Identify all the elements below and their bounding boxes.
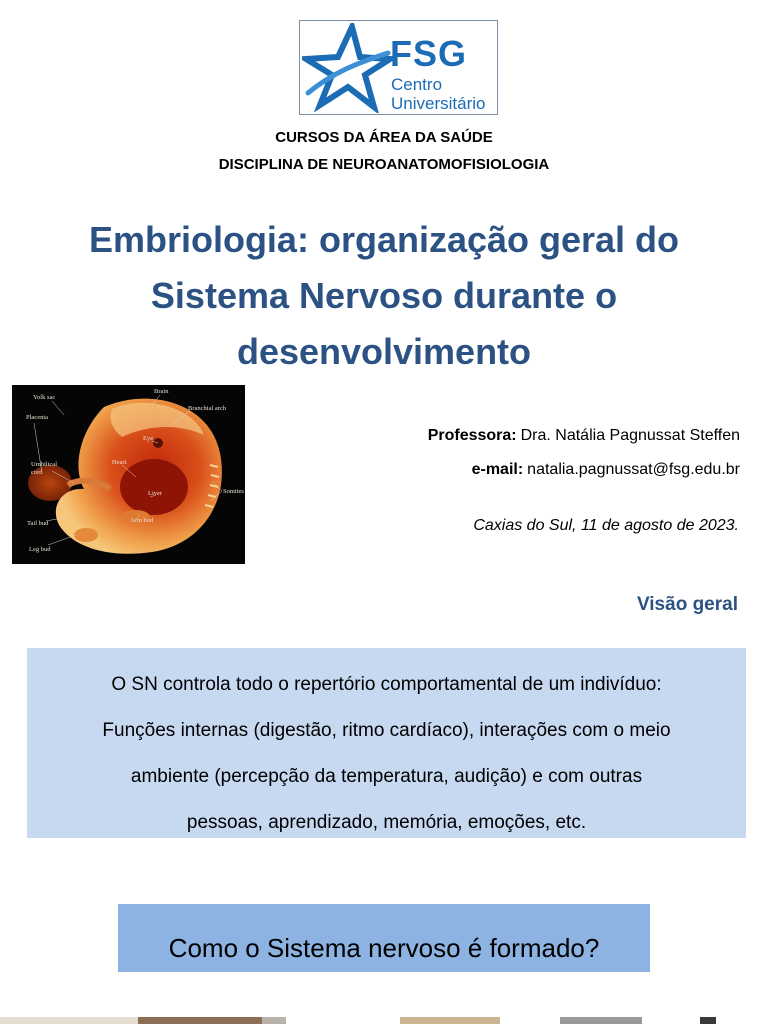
label-leg-bud: Leg bud <box>29 546 51 553</box>
logo-brand-text: FSG <box>390 33 468 74</box>
email-line <box>472 461 740 479</box>
strip-segment <box>0 1017 138 1024</box>
label-liver: Liver <box>148 490 163 497</box>
label-placenta: Placenta <box>26 414 49 421</box>
question-text: Como o Sistema nervoso é formado? <box>168 933 600 963</box>
email-address: natalia.pagnussat@fsg.edu.br <box>527 461 740 478</box>
fsg-logo <box>299 20 498 115</box>
label-heart: Heart <box>112 459 127 466</box>
strip-segment <box>400 1017 500 1024</box>
label-eye: Eye <box>143 435 154 442</box>
label-tail-bud: Tail bud <box>27 520 49 527</box>
title-line-1: Embriologia: organização geral do <box>88 219 680 260</box>
date-line: Caxias do Sul, 11 de agosto de 2023. <box>473 517 739 534</box>
professor-name: Dra. Natália Pagnussat Steffen <box>520 427 740 444</box>
label-cord: cord <box>31 469 43 476</box>
label-arm-bud: Arm bud <box>130 517 154 524</box>
email-label: e-mail: <box>471 461 524 478</box>
overview-line-3: ambiente (percepção da temperatura, audição) e com outras <box>130 766 643 787</box>
professor-label: Professora: <box>427 427 517 444</box>
strip-segment <box>700 1017 716 1024</box>
label-brain: Brain <box>154 388 169 395</box>
embryo-image <box>12 385 245 564</box>
title-line-2: Sistema Nervoso durante o <box>150 275 618 316</box>
overview-line-2: Funções internas (digestão, ritmo cardíaco), interações com o meio <box>102 720 671 741</box>
star-logo-icon <box>302 23 394 113</box>
strip-segment <box>262 1017 286 1024</box>
liver-heart-region <box>120 459 188 515</box>
overview-box <box>27 648 746 838</box>
overview-line-4: pessoas, aprendizado, memória, emoções, etc. <box>186 812 587 833</box>
strip-segment <box>560 1017 642 1024</box>
leg-bud-shape <box>74 528 98 542</box>
label-somites: Somites <box>223 488 244 495</box>
label-branchial-arch: Branchial arch <box>188 405 227 412</box>
label-umbilical: Umbilical <box>31 461 57 468</box>
title-line-3: desenvolvimento <box>236 331 532 372</box>
discipline-heading: DISCIPLINA DE NEUROANATOMOFISIOLOGIA <box>218 156 550 173</box>
overview-line-1: O SN controla todo o repertório comportamental de um indivíduo: <box>111 674 662 695</box>
course-area-heading: CURSOS DA ÁREA DA SAÚDE <box>275 129 493 146</box>
logo-line-2: Universitário <box>391 94 486 113</box>
bottom-image-strip <box>0 1017 768 1024</box>
professor-line <box>428 427 740 445</box>
strip-segment <box>138 1017 262 1024</box>
document-title <box>0 212 768 380</box>
label-yolk-sac: Yolk sac <box>33 394 56 401</box>
question-box <box>118 904 650 972</box>
section-heading-overview: Visão geral <box>636 594 738 615</box>
logo-line-1: Centro <box>391 75 443 94</box>
